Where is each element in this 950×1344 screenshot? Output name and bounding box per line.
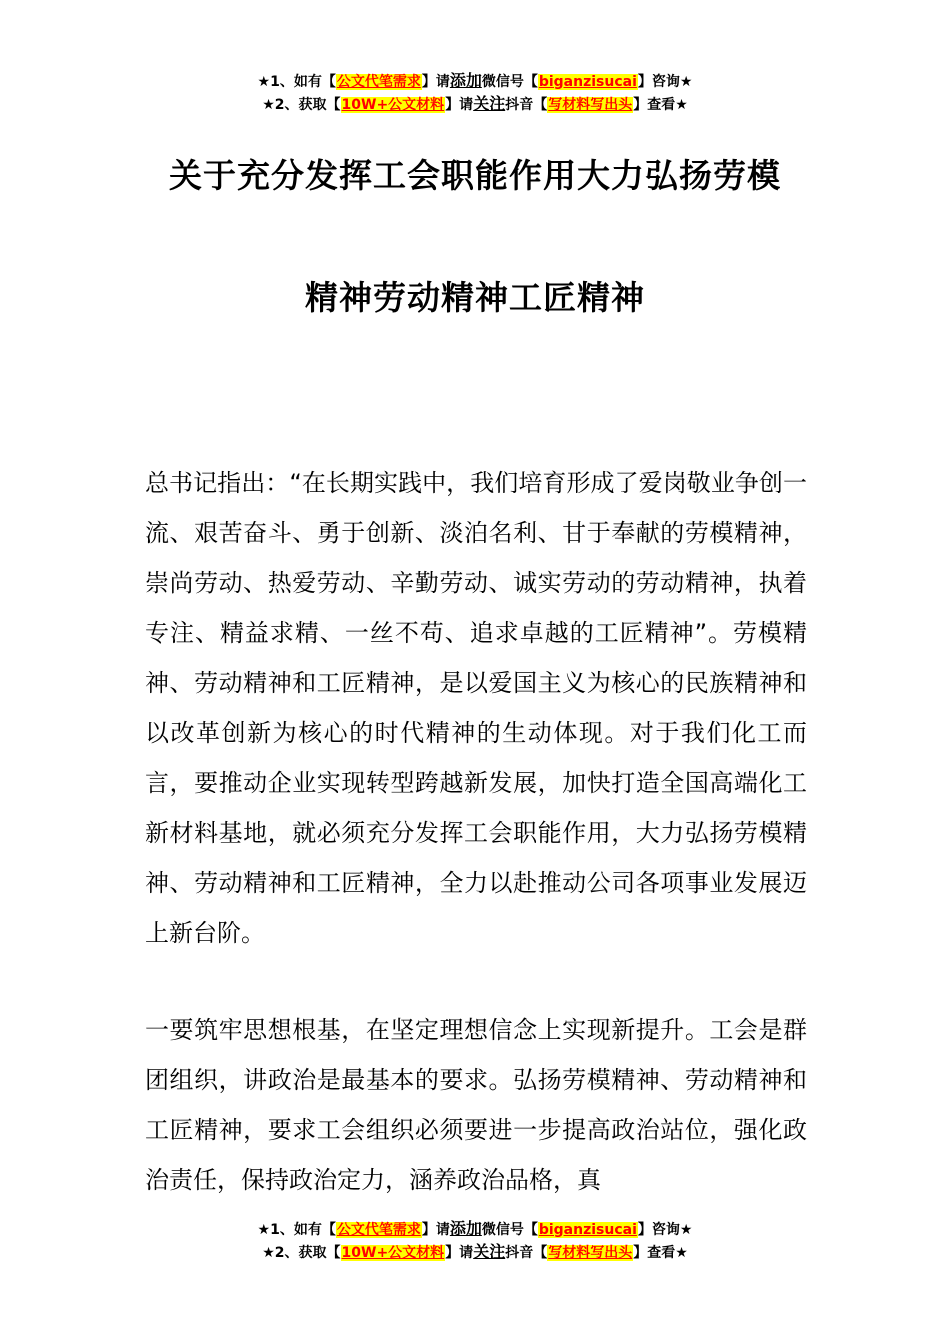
document-title-line-2: 精神劳动精神工匠精神: [305, 278, 645, 317]
wechat-id-highlight: biganzisucai: [538, 74, 637, 90]
body-paragraph-2: 一要筑牢思想根基，在坚定理想信念上实现新提升。工会是群团组织，讲政治是最基本的要求。弘扬劳模精神、劳动精神和工匠精神，要求工会组织必须要进一步提高政治站位，强化政治责任，保持政治定力，涵养政治品格，真: [145, 1016, 807, 1194]
service-highlight: 公文代笔需求: [336, 74, 421, 90]
douyin-id-highlight: 写材料写出头: [548, 1245, 633, 1261]
header-banner: [0, 70, 950, 116]
document-title-line-1: 关于充分发挥工会职能作用大力弘扬劳模: [169, 156, 781, 195]
header-banner-line-1: ★1、如有【公文代笔需求】请添加微信号【biganzisucai】咨询★: [257, 71, 693, 90]
service-highlight: 公文代笔需求: [336, 1222, 421, 1238]
footer-banner-line-2: ★2、获取【10W+公文材料】请关注抖音【写材料写出头】查看★: [262, 1242, 688, 1261]
wechat-id-highlight: biganzisucai: [538, 1222, 637, 1238]
douyin-id-highlight: 写材料写出头: [548, 97, 633, 113]
footer-banner-line-1: ★1、如有【公文代笔需求】请添加微信号【biganzisucai】咨询★: [257, 1219, 693, 1238]
footer-banner: [0, 1218, 950, 1264]
body-paragraph-1: 总书记指出：“在长期实践中，我们培育形成了爱岗敬业争创一流、艰苦奋斗、勇于创新、淡泊名利、甘于奉献的劳模精神，崇尚劳动、热爱劳动、辛勤劳动、诚实劳动的劳动精神，执着专注、精益求精、一丝不苟、追求卓越的工匠精神”。劳模精神、劳动精神和工匠精神，是以爱国主义为核心的民族精神和以改革创新为核心的时代精神的生动体现。对于我们化工而言，要推动企业实现转型跨越新发展，加快打造全国高端化工新材料基地，就必须充分发挥工会职能作用，大力弘扬劳模精神、劳动精神和工匠精神，全力以赴推动公司各项事业发展迈上新台阶。: [145, 469, 807, 947]
materials-highlight: 10W+公文材料: [341, 97, 445, 113]
materials-highlight: 10W+公文材料: [341, 1245, 445, 1261]
header-banner-line-2: ★2、获取【10W+公文材料】请关注抖音【写材料写出头】查看★: [262, 94, 688, 113]
